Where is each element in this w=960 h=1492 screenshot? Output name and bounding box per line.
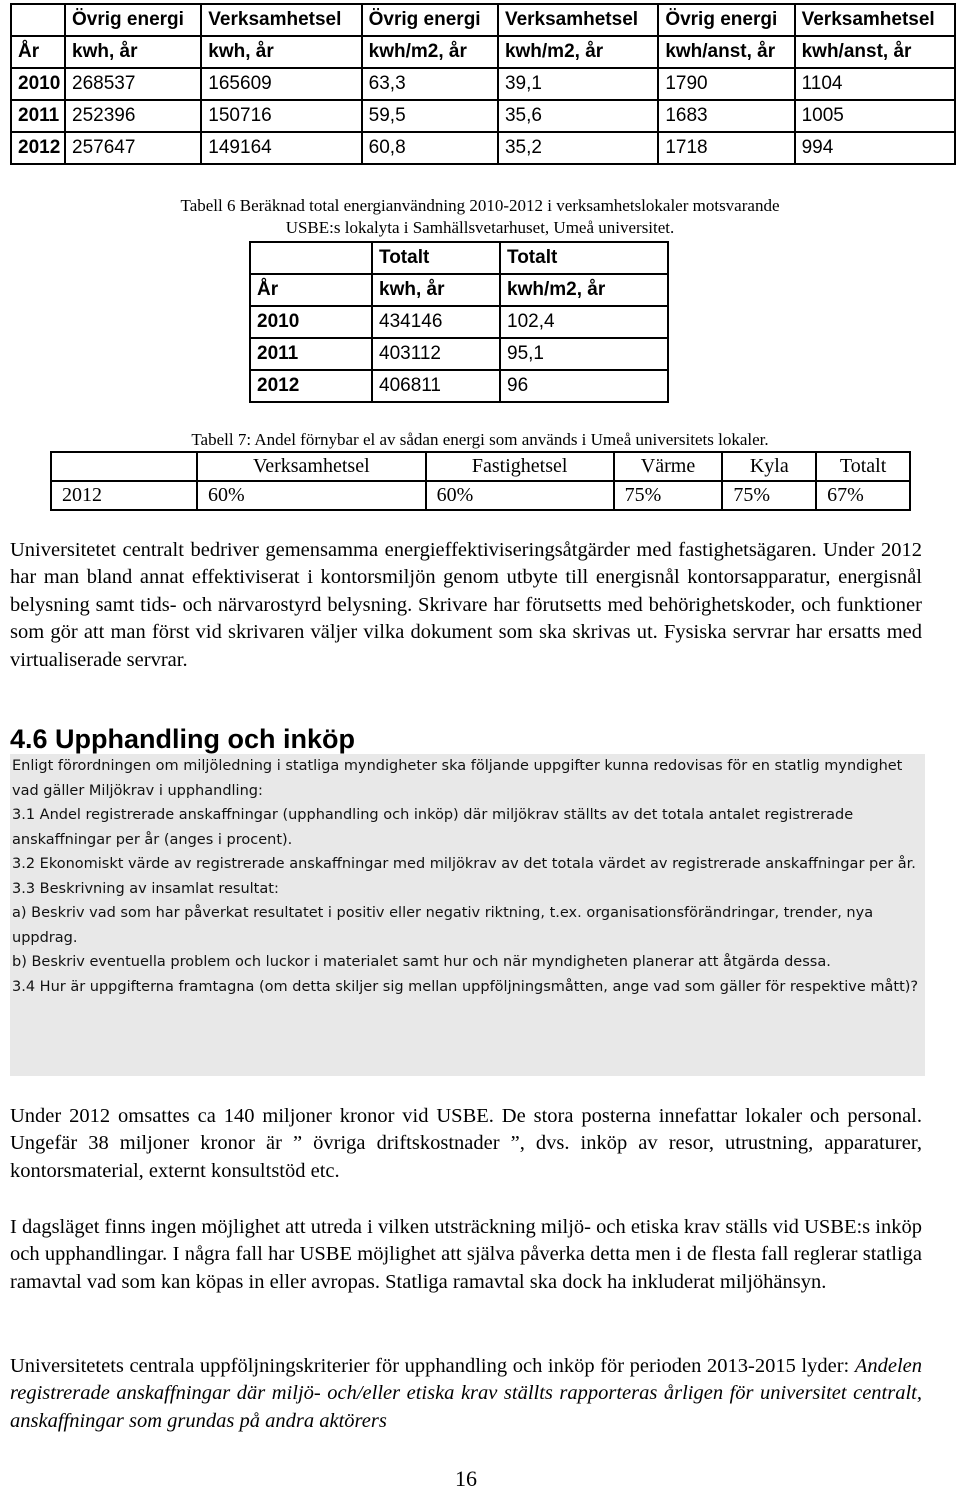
- table-cell: kwh/m2, år: [362, 36, 498, 68]
- table-cell: Övrig energi: [658, 4, 794, 36]
- table-cell: 434146: [372, 306, 500, 338]
- table-cell: 2010: [250, 306, 372, 338]
- table-header-row: [51, 452, 910, 481]
- body-paragraph: [10, 1353, 922, 1435]
- table-row: [11, 100, 955, 132]
- body-paragraph: I dagsläget finns ingen möjlighet att utreda i vilken utsträckning miljö- och etiska krav ställs vid USBE:s inköp och upphandlingar. I några fall har USBE möjlighet att själva påverka detta men i de flesta fall reglerar statliga ramavtal vad som kan köpas in eller avropas. Statliga ramavtal ska dock ha inkluderat miljöhänsyn.: [10, 1216, 922, 1293]
- table-row: [51, 481, 910, 510]
- table-cell: Verksamhetsel: [795, 4, 955, 36]
- table-cell: 35,2: [498, 132, 658, 164]
- table-cell: [51, 452, 197, 481]
- table-header-row: [11, 36, 955, 68]
- instruction-text: 3.2 Ekonomiskt värde av registrerade anskaffningar med miljökrav av det totala värdet av registrerade anskaffningar per år.: [12, 856, 916, 872]
- table-cell: 60%: [426, 481, 614, 510]
- body-paragraph: Universitetet centralt bedriver gemensamma energieffektiviseringsåtgärder med fastighetsägaren. Under 2012 har man bland annat effektiviserat i kontorsmiljön genom utbyte till energisnål kontorsapparatur, energisnål belysning samt tids- och närvarostyrd belysning. Skrivare har förutsetts med behörighetskoder, och funktioner som gör att man först vid skrivaren väljer vilka dokument som ska skrivas ut. Fysiska servrar har ersatts med virtualiserade servrar.: [10, 539, 922, 671]
- table-header-row: [250, 274, 668, 306]
- table-cell: 2011: [250, 338, 372, 370]
- instruction-text: Enligt förordningen om miljöledning i statliga myndigheter ska följande uppgifter kunna redovisas för en statlig myndighet vad gäller Miljökrav i upphandling:: [12, 758, 903, 799]
- table-row: [250, 306, 668, 338]
- table-row: [11, 132, 955, 164]
- caption-line: Tabell 6 Beräknad total energianvändning 2010-2012 i verksamhetslokaler motsvarande: [180, 196, 780, 215]
- table-row: [11, 68, 955, 100]
- table-cell: 60,8: [362, 132, 498, 164]
- table-cell: [11, 4, 65, 36]
- table-cell: 1005: [795, 100, 955, 132]
- table-cell: kwh/m2, år: [498, 36, 658, 68]
- table-cell: Värme: [614, 452, 723, 481]
- table-cell: kwh, år: [372, 274, 500, 306]
- table-cell: kwh/anst, år: [658, 36, 794, 68]
- table-cell: 39,1: [498, 68, 658, 100]
- paragraph-text: Universitetets centrala uppföljningskriterier för upphandling och inköp för perioden 2013-2015 lyder:: [10, 1355, 855, 1377]
- table-cell: Verksamhetsel: [197, 452, 426, 481]
- instruction-text: 3.4 Hur är uppgifterna framtagna (om detta skiljer sig mellan uppföljningsmåtten, ange vad som gäller för respektive mått)?: [12, 978, 919, 995]
- table-cell: 994: [795, 132, 955, 164]
- table-header-row: [11, 4, 955, 36]
- table-cell: 35,6: [498, 100, 658, 132]
- table-cell: 2011: [11, 100, 65, 132]
- page-number: 16: [455, 1466, 477, 1491]
- table-cell: 150716: [201, 100, 361, 132]
- table-cell: 95,1: [500, 338, 668, 370]
- table-cell: kwh/anst, år: [795, 36, 955, 68]
- instruction-text: 3.1 Andel registrerade anskaffningar (upphandling och inköp) där miljökrav ställts av det totala antalet registrerade anskaffningar per år (anges i procent).: [12, 807, 854, 848]
- table-cell: kwh, år: [201, 36, 361, 68]
- table-cell: [250, 242, 372, 274]
- instruction-text: 3.3 Beskrivning av insamlat resultat:: [12, 880, 279, 897]
- table-cell: kwh/m2, år: [500, 274, 668, 306]
- table-cell: Totalt: [816, 452, 910, 481]
- table-cell: År: [11, 36, 65, 68]
- total-energy-table: [249, 241, 669, 403]
- table-cell: 403112: [372, 338, 500, 370]
- table-cell: 1718: [658, 132, 794, 164]
- table-row: [250, 338, 668, 370]
- table-cell: 60%: [197, 481, 426, 510]
- table-cell: 268537: [65, 68, 201, 100]
- instruction-text: a) Beskriv vad som har påverkat resultatet i positiv eller negativ riktning, t.ex. organisationsförändringar, trender, nya uppdrag.: [12, 905, 874, 946]
- caption-line: USBE:s lokalyta i Samhällsvetarhuset, Umeå universitet.: [285, 218, 675, 237]
- paragraph-italic-text: Andelen registrerade anskaffningar där miljö- och/eller etiska krav ställts rapporteras årligen för universitet centralt, anskaffningar som grundas på andra aktörers: [10, 1355, 922, 1432]
- table-cell: Övrig energi: [65, 4, 201, 36]
- table-cell: 96: [500, 370, 668, 402]
- table-cell: 252396: [65, 100, 201, 132]
- table-cell: Fastighetsel: [426, 452, 614, 481]
- table-cell: 2012: [51, 481, 197, 510]
- table-cell: 2012: [250, 370, 372, 402]
- table-caption-6: [90, 195, 870, 239]
- table-cell: Totalt: [372, 242, 500, 274]
- table-cell: Övrig energi: [362, 4, 498, 36]
- table-caption-7: Tabell 7: Andel förnybar el av sådan energi som används i Umeå universitets lokaler.: [191, 430, 769, 449]
- table-cell: 149164: [201, 132, 361, 164]
- table-cell: 67%: [816, 481, 910, 510]
- table-cell: 102,4: [500, 306, 668, 338]
- table-cell: 406811: [372, 370, 500, 402]
- table-cell: Verksamhetsel: [498, 4, 658, 36]
- instruction-text: b) Beskriv eventuella problem och luckor i materialet samt hur och när myndigheten planerar att åtgärda dessa.: [12, 954, 831, 970]
- renewable-share-table: [50, 451, 911, 511]
- section-heading: 4.6 Upphandling och inköp: [10, 724, 356, 754]
- table-cell: 2010: [11, 68, 65, 100]
- table-cell: 1790: [658, 68, 794, 100]
- table-cell: År: [250, 274, 372, 306]
- table-cell: 75%: [722, 481, 816, 510]
- table-cell: Totalt: [500, 242, 668, 274]
- table-cell: 75%: [614, 481, 723, 510]
- table-cell: 2012: [11, 132, 65, 164]
- table-header-row: [250, 242, 668, 274]
- table-cell: Kyla: [722, 452, 816, 481]
- table-cell: 59,5: [362, 100, 498, 132]
- body-paragraph: Under 2012 omsattes ca 140 miljoner kronor vid USBE. De stora posterna innefattar lokaler och personal. Ungefär 38 miljoner kronor är ” övriga driftskostnader ”, dvs. inköp av resor, utrustning, apparaturer, kontorsmaterial, externt konsultstöd etc.: [10, 1105, 922, 1182]
- table-cell: 63,3: [362, 68, 498, 100]
- table-cell: 257647: [65, 132, 201, 164]
- instruction-box: [10, 754, 925, 1076]
- table-cell: 165609: [201, 68, 361, 100]
- table-cell: 1683: [658, 100, 794, 132]
- energy-table: [10, 3, 956, 165]
- table-row: [250, 370, 668, 402]
- table-cell: 1104: [795, 68, 955, 100]
- table-cell: kwh, år: [65, 36, 201, 68]
- table-cell: Verksamhetsel: [201, 4, 361, 36]
